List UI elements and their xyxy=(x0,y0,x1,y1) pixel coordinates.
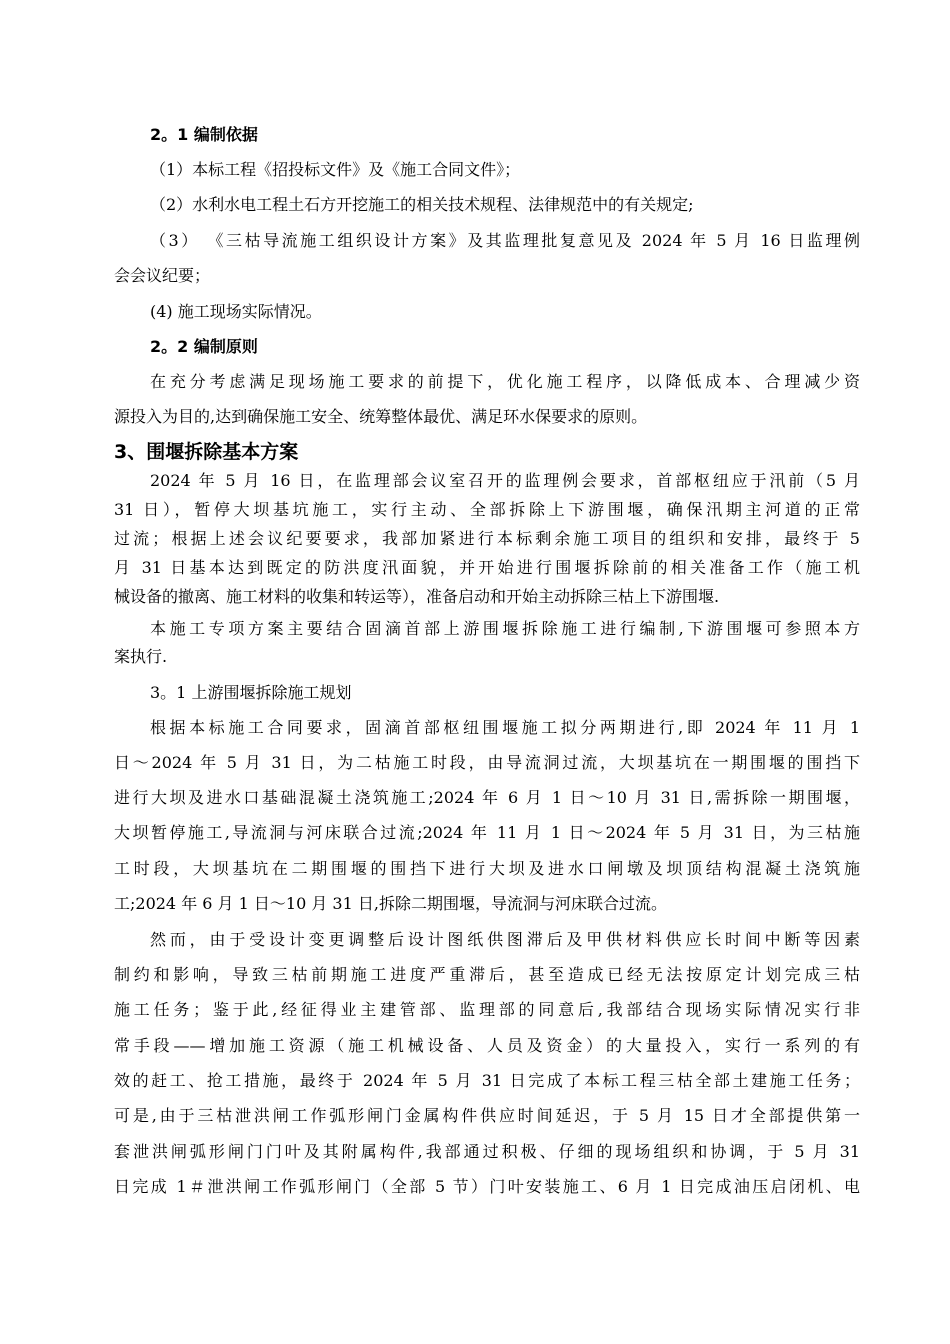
section-3-1-heading: 3。1 上游围堰拆除施工规划 xyxy=(150,683,352,702)
section-2-2-heading: 2。2 编制原则 xyxy=(150,337,258,356)
sec3-p1-line-5: 械设备的撤离、施工材料的收集和转运等），准备启动和开始主动拆除三枯上下游围堰. xyxy=(114,587,720,606)
sec3-p2-line-2: 案执行. xyxy=(114,647,168,666)
sec31-p1-line-4: 大坝暂停施工,导流洞与河床联合过流;2024 年 11 月 1 日～2024 年 5 月 31 日，为三枯施 xyxy=(114,823,860,842)
section-3-heading: 3、围堰拆除基本方案 xyxy=(114,441,299,463)
basis-item-2: （2）水利水电工程土石方开挖施工的相关技术规程、法律规范中的有关规定; xyxy=(150,195,694,214)
sec31-p1-line-6: 工;2024 年 6 月 1 日～10 月 31 日,拆除二期围堰，导流洞与河床联合过流。 xyxy=(114,894,667,913)
sec3-p1-line-4: 月 31 日基本达到既定的防洪度汛面貌，并开始进行围堰拆除前的相关准备工作（施工机 xyxy=(114,558,860,577)
sec31-p1-line-2: 日～2024 年 5 月 31 日，为二枯施工时段，由导流洞过流，大坝基坑在一期围堰的围挡下 xyxy=(114,753,860,772)
basis-item-3-line-1: （3） 《三枯导流施工组织设计方案》及其监理批复意见及 2024 年 5 月 16 日监理例 xyxy=(150,231,860,250)
basis-item-4: (4) 施工现场实际情况。 xyxy=(150,302,322,321)
sec31-p2-line-2: 制约和影响，导致三枯前期施工进度严重滞后，甚至造成已经无法按原定计划完成三枯 xyxy=(114,965,860,984)
sec31-p2-line-1: 然而，由于受设计变更调整后设计图纸供图滞后及甲供材料供应长时间中断等因素 xyxy=(150,930,860,949)
basis-item-3-line-2: 会会议纪要； xyxy=(114,266,211,285)
sec31-p2-line-7: 套泄洪闸弧形闸门门叶及其附属构件,我部通过积极、仔细的现场组织和协调，于 5 月 31 xyxy=(114,1142,860,1161)
sec31-p2-line-5: 效的赶工、抢工措施，最终于 2024 年 5 月 31 日完成了本标工程三枯全部土建施工任务； xyxy=(114,1071,860,1090)
sec3-p2-line-1: 本施工专项方案主要结合固滴首部上游围堰拆除施工进行编制,下游围堰可参照本方 xyxy=(150,619,860,638)
sec31-p1-line-3: 进行大坝及进水口基础混凝土浇筑施工;2024 年 6 月 1 日～10 月 31 日,需拆除一期围堰， xyxy=(114,788,860,807)
sec31-p2-line-8: 日完成 1＃泄洪闸工作弧形闸门（全部 5 节）门叶安装施工、6 月 1 日完成油压启闭机、电 xyxy=(114,1177,860,1196)
sec31-p2-line-4: 常手段——增加施工资源（施工机械设备、人员及资金）的大量投入，实行一系列的有 xyxy=(114,1036,860,1055)
principle-line-1: 在充分考虑满足现场施工要求的前提下，优化施工程序，以降低成本、合理减少资 xyxy=(150,372,860,391)
sec31-p2-line-6: 可是,由于三枯泄洪闸工作弧形闸门金属构件供应时间延迟，于 5 月 15 日才全部提供第一 xyxy=(114,1106,860,1125)
basis-item-1: （1）本标工程《招投标文件》及《施工合同文件》； xyxy=(150,160,521,179)
sec31-p1-line-5: 工时段，大坝基坑在二期围堰的围挡下进行大坝及进水口闸墩及坝顶结构混凝土浇筑施 xyxy=(114,859,860,878)
principle-line-2: 源投入为目的,达到确保施工安全、统筹整体最优、满足环水保要求的原则。 xyxy=(114,407,648,426)
sec31-p1-line-1: 根据本标施工合同要求，固滴首部枢纽围堰施工拟分两期进行,即 2024 年 11 月 1 xyxy=(150,718,860,737)
section-2-1-heading: 2。1 编制依据 xyxy=(150,125,258,144)
sec3-p1-line-3: 过流；根据上述会议纪要要求，我部加紧进行本标剩余施工项目的组织和安排，最终于 5 xyxy=(114,529,860,548)
sec3-p1-line-1: 2024 年 5 月 16 日，在监理部会议室召开的监理例会要求，首部枢纽应于汛前（5 月 xyxy=(150,471,860,490)
sec31-p2-line-3: 施工任务；鉴于此,经征得业主建管部、监理部的同意后,我部结合现场实际情况实行非 xyxy=(114,1000,860,1019)
sec3-p1-line-2: 31 日），暂停大坝基坑施工，实行主动、全部拆除上下游围堰，确保汛期主河道的正常 xyxy=(114,500,860,519)
